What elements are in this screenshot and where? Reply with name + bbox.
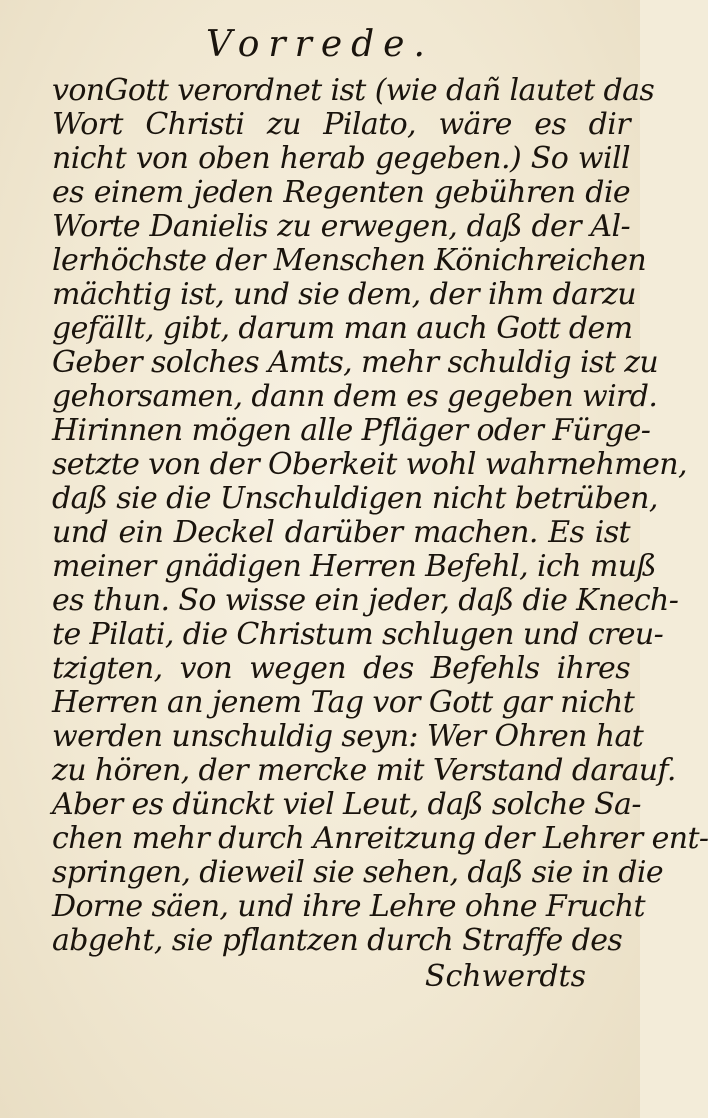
text-line: zu hören, der mercke mit Verstand darauf. [52,753,676,788]
text-line: springen, dieweil sie sehen, daß sie in die [52,855,663,890]
text-line: abgeht, sie pflantzen durch Straffe des [52,923,623,958]
text-line: vonGott verordnet ist (wie dañ lautet das [52,73,655,108]
text-line: chen mehr durch Anreitzung der Lehrer ent- [52,821,708,856]
body-text [52,73,708,958]
text-line: meiner gnädigen Herren Befehl, ich muß [52,549,656,584]
text-line: gefällt, gibt, darum man auch Gott dem [52,311,633,346]
text-line: gehorsamen, dann dem es gegeben wird. [52,379,658,414]
text-line: mächtig ist, und sie dem, der ihm darzu [52,277,636,312]
text-line: Herren an jenem Tag vor Gott gar nicht [52,685,635,720]
running-head: Vorrede. [206,24,434,65]
text-line: Hirinnen mögen alle Pfläger oder Fürge- [52,413,651,448]
catchword: Schwerdts [424,959,586,994]
text-line: setzte von der Oberkeit wohl wahrnehmen, [52,447,687,482]
text-line: te Pilati, die Christum schlugen und creu- [52,617,664,652]
text-line: es thun. So wisse ein jeder, daß die Knech- [52,583,679,618]
text-line: es einem jeden Regenten gebühren die [52,175,630,210]
text-line: Aber es dünckt viel Leut, daß solche Sa- [52,787,641,822]
text-line: Dorne säen, und ihre Lehre ohne Frucht [52,889,645,924]
text-line: daß sie die Unschuldigen nicht betrüben, [52,481,658,516]
text-line: nicht von oben herab gegeben.) So will [52,141,630,176]
text-line: und ein Deckel darüber machen. Es ist [52,515,630,550]
text-line: tzigten, von wegen des Befehls ihres [52,651,630,686]
text-line: Worte Danielis zu erwegen, daß der Al- [52,209,630,244]
text-line: lerhöchste der Menschen Könichreichen [52,243,647,278]
text-line: Wort Christi zu Pilato, wäre es dir [52,107,630,142]
text-line: Geber solches Amts, mehr schuldig ist zu [52,345,659,380]
text-line: werden unschuldig seyn: Wer Ohren hat [52,719,644,754]
